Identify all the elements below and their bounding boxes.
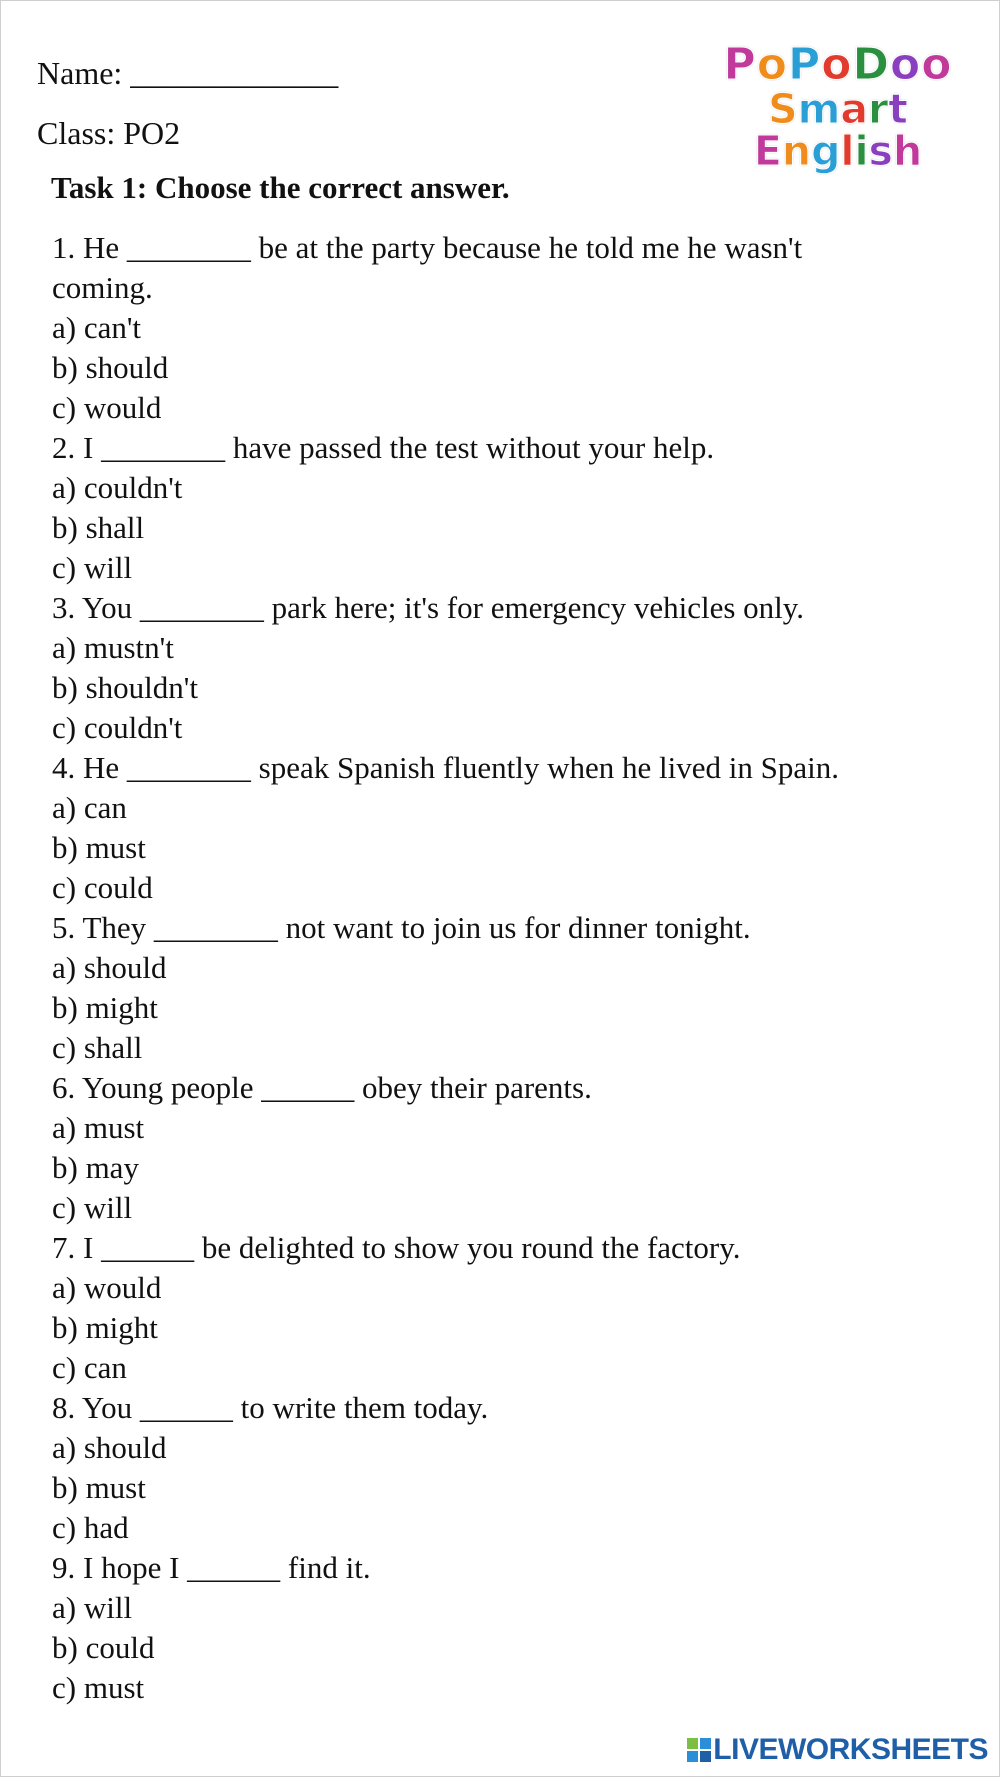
liveworksheets-logo-icon <box>687 1738 711 1762</box>
task-title: Task 1: Choose the correct answer. <box>51 170 510 205</box>
answer-option[interactable]: c) must <box>52 1670 145 1705</box>
logo-text-line2: Smart English <box>753 85 923 175</box>
question-stem: 4. He ________ speak Spanish fluently when he lived in Spain. <box>52 750 839 785</box>
answer-option[interactable]: c) could <box>52 870 153 905</box>
question-4 <box>52 748 952 908</box>
question-8 <box>52 1388 952 1548</box>
student-name-line: Name: _____________ <box>37 55 339 91</box>
question-3 <box>52 588 952 748</box>
question-9 <box>52 1548 952 1708</box>
answer-option[interactable]: c) shall <box>52 1030 143 1065</box>
logo-text-line1: PoPoDoo <box>723 39 953 90</box>
question-1 <box>52 228 952 428</box>
liveworksheets-footer <box>687 1733 988 1767</box>
question-stem: 9. I hope I ______ find it. <box>52 1550 371 1585</box>
footer-brand: LIVEWORKSHEETS <box>713 1733 988 1766</box>
answer-option[interactable]: b) must <box>52 830 146 865</box>
answer-option[interactable]: b) may <box>52 1150 139 1185</box>
answer-option[interactable]: b) might <box>52 990 158 1025</box>
question-stem: 5. They ________ not want to join us for dinner tonight. <box>52 910 751 945</box>
question-stem: 1. He ________ be at the party because he told me he wasn't <box>52 230 803 265</box>
answer-option[interactable]: a) should <box>52 950 167 985</box>
answer-option[interactable]: c) had <box>52 1510 129 1545</box>
answer-option[interactable]: a) couldn't <box>52 470 183 505</box>
answer-option[interactable]: b) should <box>52 350 169 385</box>
answer-option[interactable]: b) could <box>52 1630 155 1665</box>
answer-option[interactable]: a) can <box>52 790 127 825</box>
answer-option[interactable]: c) would <box>52 390 162 425</box>
answer-option[interactable]: a) mustn't <box>52 630 174 665</box>
question-7 <box>52 1228 952 1388</box>
question-stem: coming. <box>52 270 153 305</box>
question-stem: 7. I ______ be delighted to show you round the factory. <box>52 1230 741 1265</box>
answer-option[interactable]: c) will <box>52 1190 133 1225</box>
answer-option[interactable]: a) should <box>52 1430 167 1465</box>
answer-option[interactable]: a) can't <box>52 310 142 345</box>
answer-option[interactable]: b) must <box>52 1470 146 1505</box>
answer-option[interactable]: b) shall <box>52 510 145 545</box>
answer-option[interactable]: a) would <box>52 1270 162 1305</box>
answer-option[interactable]: c) couldn't <box>52 710 183 745</box>
question-6 <box>52 1068 952 1228</box>
question-list <box>52 228 952 1708</box>
question-5 <box>52 908 952 1068</box>
answer-option[interactable]: b) shouldn't <box>52 670 198 705</box>
question-stem: 3. You ________ park here; it's for emergency vehicles only. <box>52 590 805 625</box>
class-line: Class: PO2 <box>37 115 181 151</box>
answer-option[interactable]: c) will <box>52 550 133 585</box>
question-stem: 2. I ________ have passed the test without your help. <box>52 430 715 465</box>
answer-option[interactable]: c) can <box>52 1350 127 1385</box>
question-stem: 6. Young people ______ obey their parents. <box>52 1070 592 1105</box>
answer-option[interactable]: a) must <box>52 1110 145 1145</box>
popodoo-logo <box>693 39 983 175</box>
answer-option[interactable]: b) might <box>52 1310 158 1345</box>
answer-option[interactable]: a) will <box>52 1590 133 1625</box>
question-2 <box>52 428 952 588</box>
question-stem: 8. You ______ to write them today. <box>52 1390 489 1425</box>
